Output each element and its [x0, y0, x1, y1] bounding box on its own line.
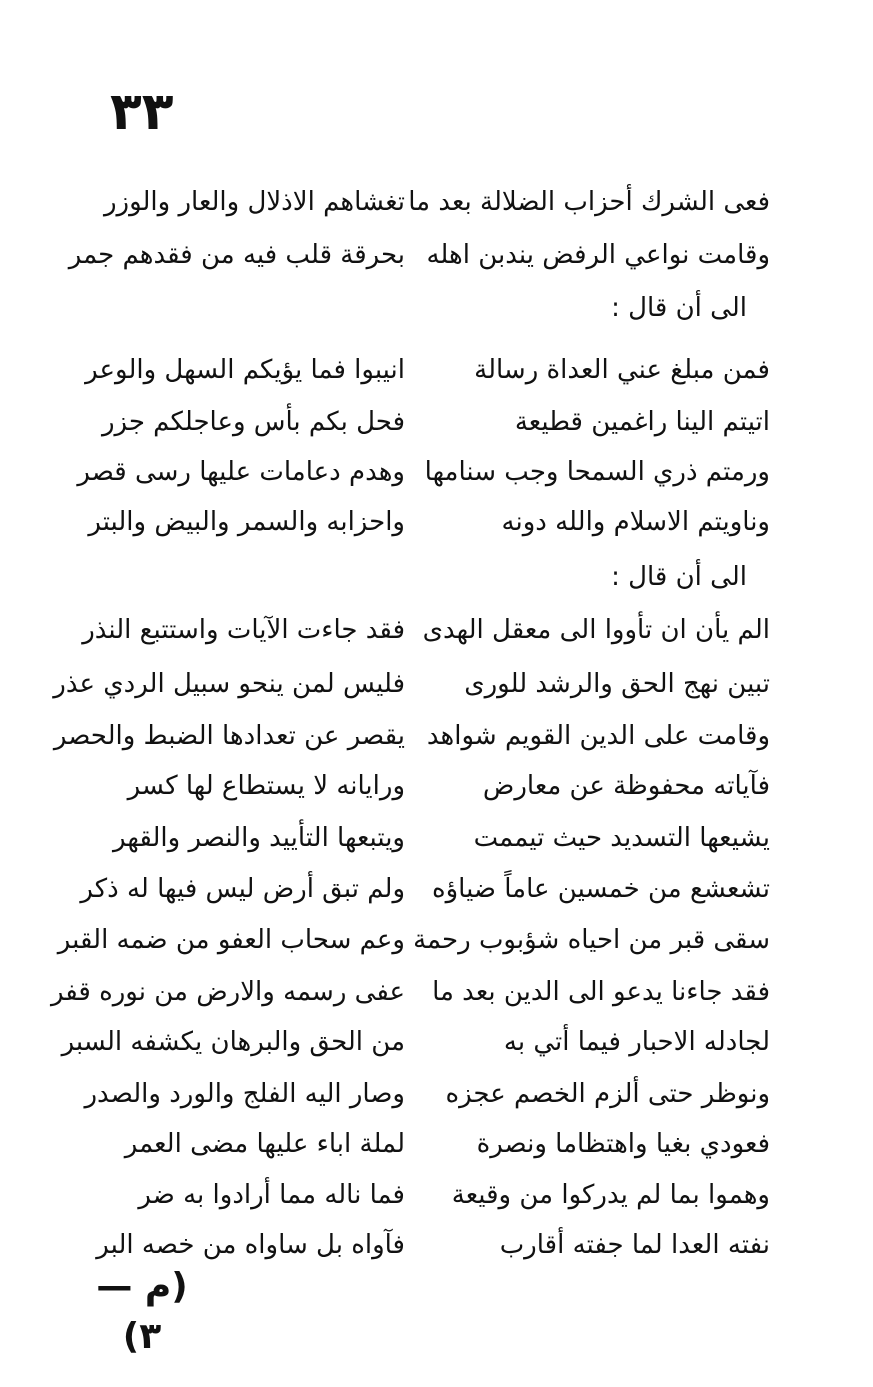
verse-13-second-hemistich: وعم سحاب العفو من ضمه القبر — [57, 925, 405, 955]
verse-18-first-hemistich: وهموا بما لم يدركوا من وقيعة — [451, 1180, 770, 1210]
verse-14-first-hemistich: فقد جاءنا يدعو الى الدين بعد ما — [432, 977, 770, 1007]
verse-19-second-hemistich: فآواه بل ساواه من خصه البر — [96, 1230, 405, 1260]
verse-16-first-hemistich: ونوظر حتى ألزم الخصم عجزه — [445, 1079, 770, 1109]
verse-9-second-hemistich: يقصر عن تعدادها الضبط والحصر — [53, 721, 405, 751]
verse-16-second-hemistich: وصار اليه الفلج والورد والصدر — [84, 1079, 405, 1109]
verse-8-second-hemistich: فليس لمن ينحو سبيل الردي عذر — [53, 669, 405, 699]
verse-14-second-hemistich: عفى رسمه والارض من نوره قفر — [50, 977, 405, 1007]
verse-3-second-hemistich: انيبوا فما يؤيكم السهل والوعر — [85, 355, 405, 385]
verse-7-first-hemistich: الم يأن ان تأووا الى معقل الهدى — [422, 615, 770, 645]
verse-6-first-hemistich: وناويتم الاسلام والله دونه — [501, 507, 770, 537]
verse-3-first-hemistich: فمن مبلغ عني العداة رسالة — [474, 355, 770, 385]
signature-mark: (م — ٣) — [96, 1266, 188, 1357]
verse-1-second-hemistich: تغشاهم الاذلال والعار والوزر — [103, 187, 405, 217]
verse-2-second-hemistich: بحرقة قلب فيه من فقدهم جمر — [68, 240, 405, 270]
page-number: ٣٣ — [110, 82, 174, 142]
verse-8-first-hemistich: تبين نهج الحق والرشد للورى — [464, 669, 770, 699]
verse-17-first-hemistich: فعودي بغيا واهتظاما ونصرة — [476, 1129, 770, 1159]
verse-2-first-hemistich: وقامت نواعي الرفض يندبن اهله — [426, 240, 770, 270]
verse-13-first-hemistich: سقى قبر من احياه شؤبوب رحمة — [413, 925, 770, 955]
interlude-2: الى أن قال : — [611, 562, 747, 592]
verse-15-first-hemistich: لجادله الاحبار فيما أتي به — [503, 1027, 770, 1057]
verse-4-first-hemistich: اتيتم الينا راغمين قطيعة — [514, 407, 770, 437]
verse-12-first-hemistich: تشعشع من خمسين عاماً ضياؤه — [431, 874, 770, 904]
verse-6-second-hemistich: واحزابه والسمر والبيض والبتر — [88, 507, 405, 537]
verse-9-first-hemistich: وقامت على الدين القويم شواهد — [426, 721, 770, 751]
verse-7-second-hemistich: فقد جاءت الآيات واستتبع النذر — [82, 615, 405, 645]
verse-18-second-hemistich: فما ناله مما أرادوا به ضر — [138, 1180, 405, 1210]
interlude-1: الى أن قال : — [611, 293, 747, 323]
verse-17-second-hemistich: لملة اباء عليها مضى العمر — [124, 1129, 405, 1159]
verse-12-second-hemistich: ولم تبق أرض ليس فيها له ذكر — [80, 874, 405, 904]
verse-11-second-hemistich: ويتبعها التأييد والنصر والقهر — [113, 823, 405, 853]
verse-10-second-hemistich: ورايانه لا يستطاع لها كسر — [127, 771, 405, 801]
verse-19-first-hemistich: نفته العدا لما جفته أقارب — [499, 1230, 770, 1260]
verse-5-first-hemistich: ورمتم ذري السمحا وجب سنامها — [424, 457, 770, 487]
verse-11-first-hemistich: يشيعها التسديد حيث تيممت — [473, 823, 770, 853]
verse-1-first-hemistich: فعى الشرك أحزاب الضلالة بعد ما — [408, 187, 770, 217]
verse-10-first-hemistich: فآياته محفوظة عن معارض — [482, 771, 770, 801]
verse-15-second-hemistich: من الحق والبرهان يكشفه السبر — [61, 1027, 405, 1057]
verse-5-second-hemistich: وهدم دعامات عليها رسى قصر — [77, 457, 405, 487]
verse-4-second-hemistich: فحل بكم بأس وعاجلكم جزر — [101, 407, 405, 437]
